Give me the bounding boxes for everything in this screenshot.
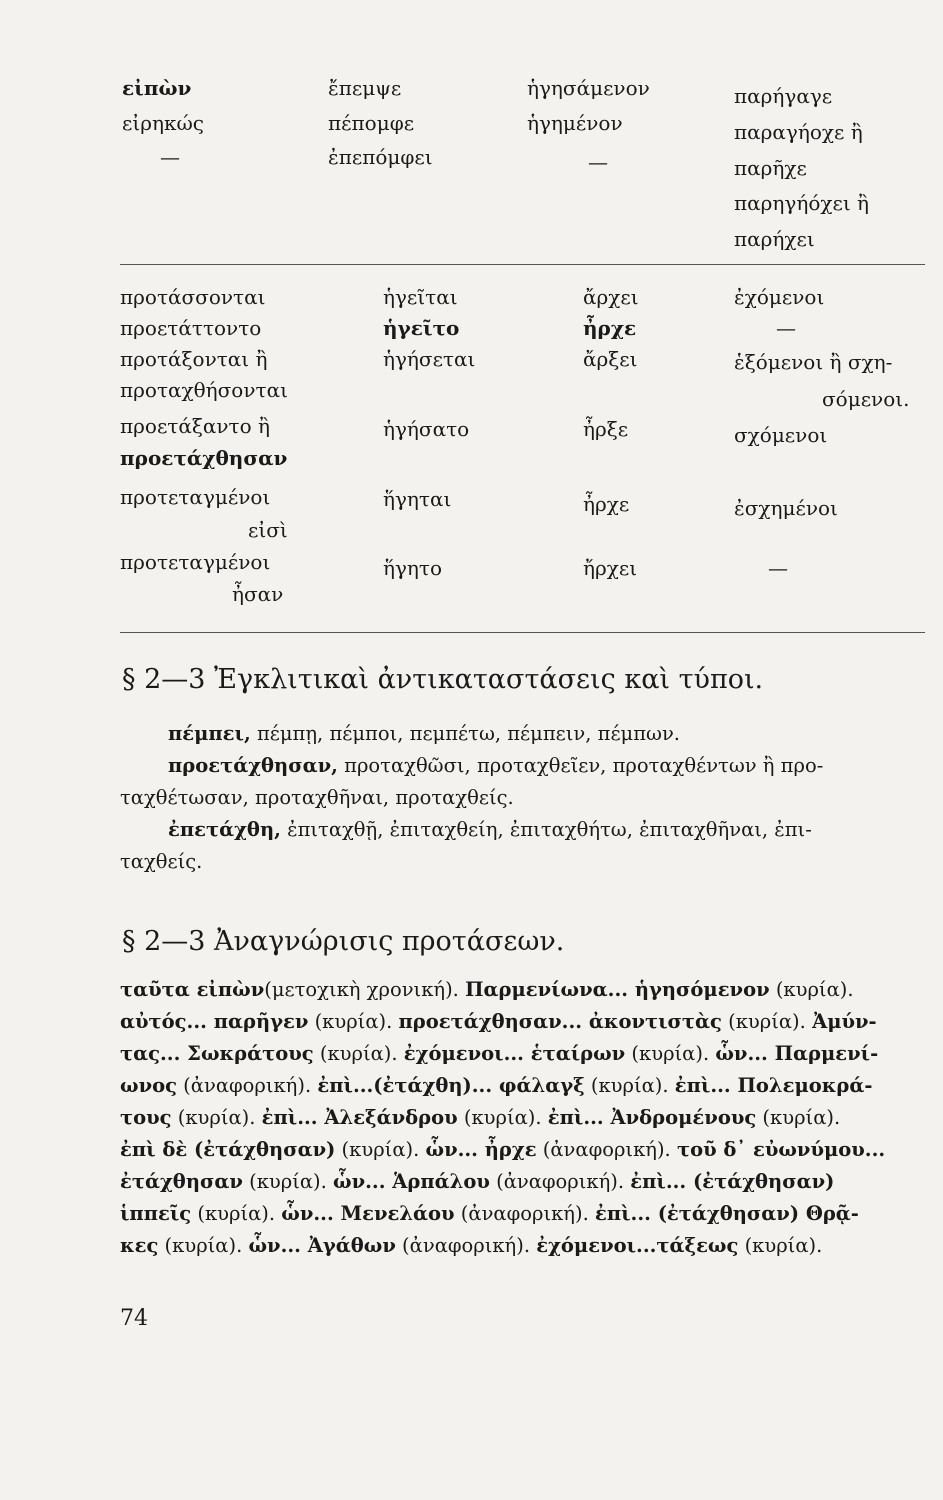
table2-cell: προετάξαντο ἢ bbox=[120, 414, 270, 438]
bold-term: ταῦτα εἰπὼν bbox=[120, 978, 265, 1001]
bold-term: ἐχόμενοι...τάξεως bbox=[536, 1234, 739, 1257]
line-text: (κυρία). bbox=[313, 1042, 404, 1065]
bold-term: ὧν... Ἀγάθων bbox=[248, 1234, 396, 1257]
table1-cell: πέπομφε bbox=[328, 111, 415, 135]
table2-cell: σόμενοι. bbox=[822, 387, 910, 411]
table2-cell: ἑξόμενοι ἢ σχη- bbox=[734, 350, 893, 374]
section2-line bbox=[120, 1102, 925, 1134]
line-text: (κυρία). bbox=[756, 1106, 841, 1129]
table2-cell: ἄρξει bbox=[583, 347, 638, 371]
bold-term: ὧν... Ἁρπάλου bbox=[333, 1170, 490, 1193]
table1-cell: — bbox=[588, 150, 608, 174]
bold-term: ἐπὶ δὲ (ἐτάχθησαν) bbox=[120, 1138, 336, 1161]
section1-line bbox=[120, 718, 925, 750]
line-text: (κυρία). bbox=[308, 1010, 399, 1033]
section2-line bbox=[120, 1134, 925, 1166]
table2-cell: ἡγήσεται bbox=[383, 347, 476, 371]
bold-term: ἐπὶ... Ἀλεξάνδρου bbox=[261, 1106, 458, 1129]
line-text: (κυρία). bbox=[457, 1106, 548, 1129]
section1-line bbox=[120, 782, 925, 814]
table2-cell: ἐχόμενοι bbox=[734, 285, 825, 309]
bold-term: ἐπὶ... Πολεμοκρά- bbox=[674, 1074, 873, 1097]
table2-cell: προτάξονται ἢ bbox=[120, 347, 268, 371]
bold-term: ωνος bbox=[120, 1074, 177, 1097]
table2-cell: εἰσὶ bbox=[248, 518, 288, 542]
table1-cell: παρῆχε bbox=[734, 156, 807, 180]
table1-cell: ἐπεπόμφει bbox=[328, 145, 433, 169]
line-text: (κυρία). bbox=[335, 1138, 426, 1161]
table2-cell: προετάχθησαν bbox=[120, 446, 288, 470]
bold-term: προετάχθησαν... ἀκοντιστὰς bbox=[398, 1010, 722, 1033]
table1-cell: ἡγησάμενον bbox=[527, 76, 650, 100]
section2-line bbox=[120, 1198, 925, 1230]
line-text: (κυρία). bbox=[769, 978, 854, 1001]
line-text: (κυρία). bbox=[584, 1074, 675, 1097]
line-text: ταχθέτωσαν, προταχθῆναι, προταχθείς. bbox=[120, 786, 514, 809]
line-text: (κυρία). bbox=[242, 1170, 334, 1193]
table1-cell: παρηγήόχει ἢ bbox=[734, 191, 870, 215]
section1-line bbox=[120, 750, 925, 782]
bold-term: αὐτός... παρῆγεν bbox=[120, 1010, 309, 1033]
table2-cell: ἤρχει bbox=[583, 556, 638, 580]
table2-cell: — bbox=[768, 556, 788, 580]
line-text: (κυρία). bbox=[625, 1042, 716, 1065]
table2-cell: ἦρξε bbox=[583, 417, 629, 441]
section1-paragraph bbox=[120, 718, 925, 878]
bold-term: ὧν... ἦρχε bbox=[425, 1138, 537, 1161]
line-text: (κυρία). bbox=[158, 1234, 249, 1257]
line-text: (ἀναφορική). bbox=[536, 1138, 677, 1161]
section2-paragraph bbox=[120, 974, 925, 1262]
table2-cell: ἦσαν bbox=[232, 582, 284, 606]
line-text: ταχθείς. bbox=[120, 850, 203, 873]
table1-cell: παραγήοχε ἢ bbox=[734, 120, 863, 144]
table2-cell: προτεταγμένοι bbox=[120, 550, 271, 574]
line-text: (ἀναφορική). bbox=[176, 1074, 318, 1097]
line-text: προταχθῶσι, προταχθεῖεν, προταχθέντων ἢ προ- bbox=[337, 754, 824, 777]
table1-cell: εἰπὼν bbox=[122, 76, 192, 100]
section1-line bbox=[120, 814, 925, 846]
table2-cell: ἄρχει bbox=[583, 285, 639, 309]
line-text: (κυρία). bbox=[738, 1234, 823, 1257]
table1-cell: ἔπεμψε bbox=[328, 76, 402, 100]
table2-cell: ἡγεῖται bbox=[383, 285, 458, 309]
bold-term: τας... Σωκράτους bbox=[120, 1042, 314, 1065]
table2-cell: προτεταγμένοι bbox=[120, 485, 271, 509]
line-text: (μετοχικὴ χρονική). bbox=[264, 978, 466, 1001]
table1-cell: ἡγημένον bbox=[527, 111, 623, 135]
table1-cell: — bbox=[160, 145, 180, 169]
table2-cell: ἦρχε bbox=[583, 316, 637, 340]
bold-term: τους bbox=[120, 1106, 172, 1129]
bold-term: Ἀμύν- bbox=[812, 1010, 877, 1033]
bold-term: ἐτάχθησαν bbox=[120, 1170, 243, 1193]
line-text: (ἀναφορική). bbox=[395, 1234, 537, 1257]
bold-term: προετάχθησαν, bbox=[168, 754, 338, 777]
line-text: (ἀναφορική). bbox=[454, 1202, 595, 1225]
table2-cell: προταχθήσονται bbox=[120, 378, 288, 402]
bold-term: ἐπετάχθη, bbox=[168, 818, 281, 841]
bold-term: ἱππεῖς bbox=[120, 1202, 192, 1225]
line-text: (κυρία). bbox=[171, 1106, 262, 1129]
table2-cell: προτάσσονται bbox=[120, 285, 266, 309]
table2-cell: ἥγηται bbox=[383, 487, 452, 511]
table2-cell: ἐσχημένοι bbox=[734, 496, 838, 520]
bold-term: πέμπει, bbox=[168, 722, 251, 745]
line-text: (κυρία). bbox=[191, 1202, 282, 1225]
table2-cell: ἥγητο bbox=[383, 556, 443, 580]
section2-line bbox=[120, 1230, 925, 1262]
table2-cell: ἡγεῖτο bbox=[383, 316, 460, 340]
table1-cell: παρήγαγε bbox=[734, 84, 833, 108]
bold-term: ὧν... Μενελάου bbox=[281, 1202, 455, 1225]
table2-cell: ἡγήσατο bbox=[383, 417, 470, 441]
table2-cell: σχόμενοι bbox=[734, 423, 828, 447]
section2-line bbox=[120, 1006, 925, 1038]
line-text: (κυρία). bbox=[721, 1010, 813, 1033]
bold-term: Παρμενίωνα... ἡγησόμενον bbox=[465, 978, 770, 1001]
bold-term: κες bbox=[120, 1234, 159, 1257]
section1-line bbox=[120, 846, 925, 878]
bold-term: ἐπὶ... (ἐτάχθησαν) bbox=[630, 1170, 835, 1193]
bold-term: ἐχόμενοι... ἑταίρων bbox=[403, 1042, 626, 1065]
section-divider bbox=[120, 632, 925, 633]
table1-cell: παρήχει bbox=[734, 227, 815, 251]
line-text: ἐπιταχθῇ, ἐπιταχθείη, ἐπιταχθήτω, ἐπιταχθῆναι, ἐπι- bbox=[280, 818, 812, 841]
section2-line bbox=[120, 1070, 925, 1102]
table2-cell: ἦρχε bbox=[583, 492, 630, 516]
bold-term: ἐπὶ...(ἐτάχθη)... φάλαγξ bbox=[317, 1074, 585, 1097]
table1-cell: εἰρηκώς bbox=[122, 111, 204, 135]
table-divider bbox=[120, 264, 925, 265]
section2-line bbox=[120, 1038, 925, 1070]
bold-term: ὧν... Παρμενί- bbox=[715, 1042, 879, 1065]
line-text: πέμπῃ, πέμποι, πεμπέτω, πέμπειν, πέμπων. bbox=[250, 722, 681, 745]
section-heading: § 2—3 Ἐγκλιτικαὶ ἀντικαταστάσεις καὶ τύποι. bbox=[122, 664, 764, 695]
section-heading: § 2—3 Ἀναγνώρισις προτάσεων. bbox=[122, 926, 565, 957]
bold-term: τοῦ δ᾽ εὐωνύμου... bbox=[676, 1138, 886, 1161]
table2-cell: — bbox=[776, 316, 796, 340]
bold-term: ἐπὶ... Ἀνδρομένους bbox=[547, 1106, 757, 1129]
section2-line bbox=[120, 1166, 925, 1198]
bold-term: ἐπὶ... (ἐτάχθησαν) Θρᾷ- bbox=[594, 1202, 859, 1225]
page-number: 74 bbox=[120, 1306, 148, 1331]
table2-cell: προετάττοντο bbox=[120, 316, 262, 340]
section2-line bbox=[120, 974, 925, 1006]
line-text: (ἀναφορική). bbox=[489, 1170, 631, 1193]
